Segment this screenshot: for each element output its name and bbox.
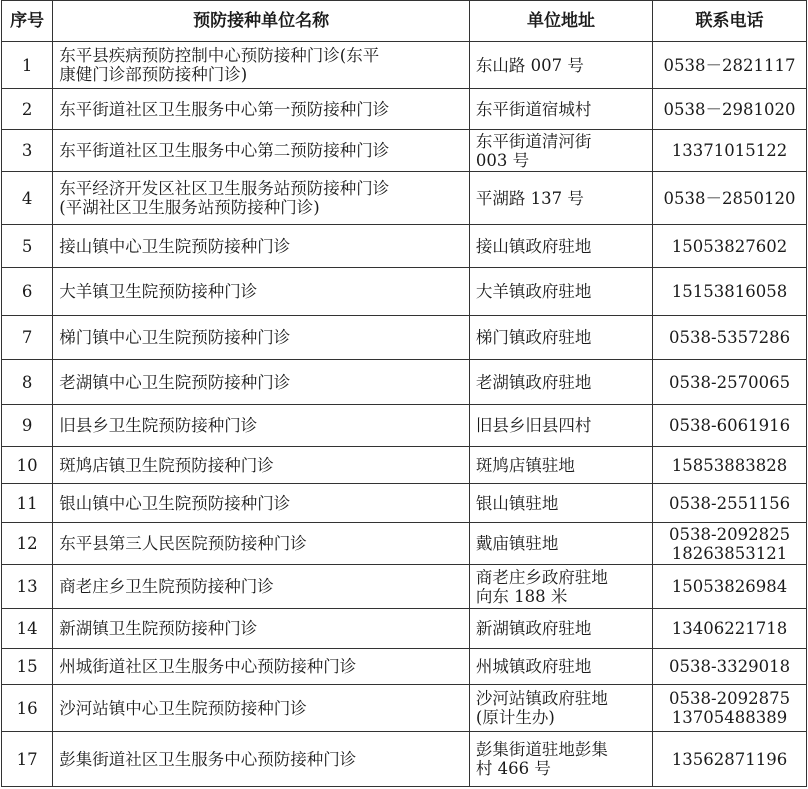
cell-name xyxy=(53,732,470,787)
cell-name xyxy=(53,523,470,565)
cell-name-line: 老湖镇中心卫生院预防接种门诊 xyxy=(59,372,291,392)
cell-address xyxy=(469,316,652,360)
cell-phone-line: 15053826984 xyxy=(671,577,788,596)
cell-address-line: 接山镇政府驻地 xyxy=(475,236,592,256)
cell-address-line: 大羊镇政府驻地 xyxy=(475,282,592,301)
cell-address xyxy=(469,609,652,649)
cell-address-line: (原计生办) xyxy=(475,708,555,727)
table-row xyxy=(2,405,807,447)
table-row xyxy=(2,447,807,484)
cell-no: 2 xyxy=(2,89,53,130)
cell-phone xyxy=(653,268,807,316)
table-body xyxy=(2,42,807,787)
cell-address-line: 东山路 007 号 xyxy=(475,55,584,75)
table-row xyxy=(2,268,807,316)
cell-name-line: 大羊镇卫生院预防接种门诊 xyxy=(59,282,258,301)
cell-name xyxy=(53,685,470,732)
cell-phone xyxy=(653,42,807,89)
cell-address-line: 商老庄乡政府驻地 xyxy=(475,567,608,587)
cell-name-line: 康健门诊部预防接种门诊) xyxy=(59,65,248,84)
cell-phone xyxy=(653,565,807,609)
cell-phone-line: 0538-3329018 xyxy=(669,657,791,676)
cell-phone xyxy=(653,523,807,565)
cell-phone-line: 15153816058 xyxy=(671,282,788,301)
cell-phone-line: 13562871196 xyxy=(671,749,788,769)
cell-address xyxy=(469,225,652,268)
header-address: 单位地址 xyxy=(469,1,652,42)
cell-name xyxy=(53,447,470,484)
cell-no: 8 xyxy=(2,360,53,405)
cell-address xyxy=(469,172,652,225)
cell-phone-line: 18263853121 xyxy=(671,543,788,563)
cell-phone xyxy=(653,89,807,130)
table-header-row xyxy=(2,1,807,42)
cell-phone xyxy=(653,649,807,685)
cell-name xyxy=(53,42,470,89)
cell-no: 12 xyxy=(2,523,53,565)
cell-name xyxy=(53,565,470,609)
cell-name xyxy=(53,89,470,130)
cell-address-line: 向东 188 米 xyxy=(475,586,568,606)
cell-phone-line: 0538-6061916 xyxy=(669,416,791,435)
cell-name-line: 东平街道社区卫生服务中心第二预防接种门诊 xyxy=(59,141,390,160)
cell-address xyxy=(469,360,652,405)
table-row xyxy=(2,225,807,268)
cell-name-line: 银山镇中心卫生院预防接种门诊 xyxy=(59,493,291,513)
cell-address xyxy=(469,447,652,484)
table-row xyxy=(2,685,807,732)
cell-phone xyxy=(653,732,807,787)
cell-address-line: 州城镇政府驻地 xyxy=(475,657,592,676)
cell-name xyxy=(53,268,470,316)
cell-name-line: 沙河站镇中心卫生院预防接种门诊 xyxy=(59,698,307,718)
cell-phone xyxy=(653,405,807,447)
cell-no: 13 xyxy=(2,565,53,609)
cell-name-line: 旧县乡卫生院预防接种门诊 xyxy=(59,416,258,435)
cell-phone xyxy=(653,172,807,225)
cell-address-line: 旧县乡旧县四村 xyxy=(475,416,592,435)
cell-name xyxy=(53,609,470,649)
cell-name-line: 新湖镇卫生院预防接种门诊 xyxy=(59,619,258,638)
cell-address-line: 戴庙镇驻地 xyxy=(475,534,559,553)
cell-name-line: 东平县疾病预防控制中心预防接种门诊(东平 xyxy=(59,46,380,65)
cell-no: 14 xyxy=(2,609,53,649)
cell-name-line: 斑鸠店镇卫生院预防接种门诊 xyxy=(59,455,274,475)
cell-no: 1 xyxy=(2,42,53,89)
cell-no: 3 xyxy=(2,130,53,172)
cell-name xyxy=(53,484,470,523)
cell-no: 5 xyxy=(2,225,53,268)
table-row xyxy=(2,609,807,649)
cell-name xyxy=(53,172,470,225)
cell-phone-line: 0538-2570065 xyxy=(669,372,791,392)
cell-phone xyxy=(653,360,807,405)
table-row xyxy=(2,89,807,130)
cell-name-line: 接山镇中心卫生院预防接种门诊 xyxy=(59,236,291,256)
cell-phone-line: 0538-2551156 xyxy=(669,493,791,513)
cell-phone xyxy=(653,685,807,732)
cell-address-line: 彭集街道驻地彭集 xyxy=(475,740,608,759)
cell-address xyxy=(469,685,652,732)
cell-phone xyxy=(653,609,807,649)
cell-name xyxy=(53,225,470,268)
cell-phone xyxy=(653,447,807,484)
cell-no: 15 xyxy=(2,649,53,685)
table-row xyxy=(2,523,807,565)
cell-name xyxy=(53,649,470,685)
cell-phone xyxy=(653,225,807,268)
cell-address xyxy=(469,523,652,565)
cell-phone-line: 0538－2821117 xyxy=(663,55,796,75)
cell-address-line: 村 466 号 xyxy=(475,759,551,778)
cell-name xyxy=(53,316,470,360)
cell-address-line: 沙河站镇政府驻地 xyxy=(475,689,608,708)
cell-name-line: 东平县第三人民医院预防接种门诊 xyxy=(59,534,307,553)
vaccination-clinic-table xyxy=(1,0,807,787)
header-name: 预防接种单位名称 xyxy=(53,1,470,42)
table-row xyxy=(2,42,807,89)
cell-address-line: 老湖镇政府驻地 xyxy=(475,372,592,392)
cell-no: 6 xyxy=(2,268,53,316)
cell-no: 17 xyxy=(2,732,53,787)
table-row xyxy=(2,316,807,360)
cell-phone xyxy=(653,484,807,523)
table-row xyxy=(2,732,807,787)
cell-address xyxy=(469,89,652,130)
cell-name xyxy=(53,405,470,447)
cell-address-line: 平湖路 137 号 xyxy=(475,188,584,208)
cell-address xyxy=(469,42,652,89)
header-no: 序号 xyxy=(2,1,53,42)
cell-name-line: 东平街道社区卫生服务中心第一预防接种门诊 xyxy=(59,99,390,119)
cell-address-line: 银山镇驻地 xyxy=(475,493,559,513)
cell-address xyxy=(469,649,652,685)
cell-no: 11 xyxy=(2,484,53,523)
cell-address xyxy=(469,565,652,609)
cell-address xyxy=(469,268,652,316)
cell-phone-line: 15853883828 xyxy=(671,455,788,475)
cell-address-line: 东平街道清河街 xyxy=(475,131,592,151)
cell-phone xyxy=(653,316,807,360)
cell-address-line: 新湖镇政府驻地 xyxy=(475,619,592,638)
cell-name xyxy=(53,360,470,405)
cell-name-line: 州城街道社区卫生服务中心预防接种门诊 xyxy=(59,657,357,676)
cell-phone-line: 13406221718 xyxy=(671,619,788,638)
cell-no: 9 xyxy=(2,405,53,447)
cell-phone-line: 13371015122 xyxy=(671,141,788,160)
table-row xyxy=(2,172,807,225)
cell-no: 16 xyxy=(2,685,53,732)
table-row xyxy=(2,649,807,685)
cell-no: 7 xyxy=(2,316,53,360)
cell-no: 10 xyxy=(2,447,53,484)
cell-phone-line: 0538-2092875 xyxy=(669,689,791,708)
cell-name-line: (平湖社区卫生服务站预防接种门诊) xyxy=(59,198,320,217)
cell-phone-line: 13705488389 xyxy=(671,708,788,727)
header-phone: 联系电话 xyxy=(653,1,807,42)
cell-name-line: 东平经济开发区社区卫生服务站预防接种门诊 xyxy=(59,179,390,198)
cell-phone-line: 15053827602 xyxy=(671,236,788,256)
cell-phone-line: 0538－2981020 xyxy=(663,99,796,119)
cell-no: 4 xyxy=(2,172,53,225)
cell-address xyxy=(469,130,652,172)
cell-phone-line: 0538-5357286 xyxy=(669,328,791,347)
cell-name-line: 彭集街道社区卫生服务中心预防接种门诊 xyxy=(59,749,357,769)
table-row xyxy=(2,130,807,172)
cell-address xyxy=(469,405,652,447)
cell-address-line: 003 号 xyxy=(475,150,530,170)
cell-address xyxy=(469,732,652,787)
cell-name-line: 梯门镇中心卫生院预防接种门诊 xyxy=(59,328,291,347)
cell-address-line: 梯门镇政府驻地 xyxy=(475,328,592,347)
table-row xyxy=(2,484,807,523)
cell-phone-line: 0538-2092825 xyxy=(669,524,791,544)
table-row xyxy=(2,565,807,609)
cell-name-line: 商老庄乡卫生院预防接种门诊 xyxy=(59,577,274,596)
cell-address xyxy=(469,484,652,523)
cell-address-line: 斑鸠店镇驻地 xyxy=(475,455,575,475)
cell-phone xyxy=(653,130,807,172)
cell-name xyxy=(53,130,470,172)
cell-address-line: 东平街道宿城村 xyxy=(475,99,592,119)
table-row xyxy=(2,360,807,405)
cell-phone-line: 0538－2850120 xyxy=(663,188,796,208)
